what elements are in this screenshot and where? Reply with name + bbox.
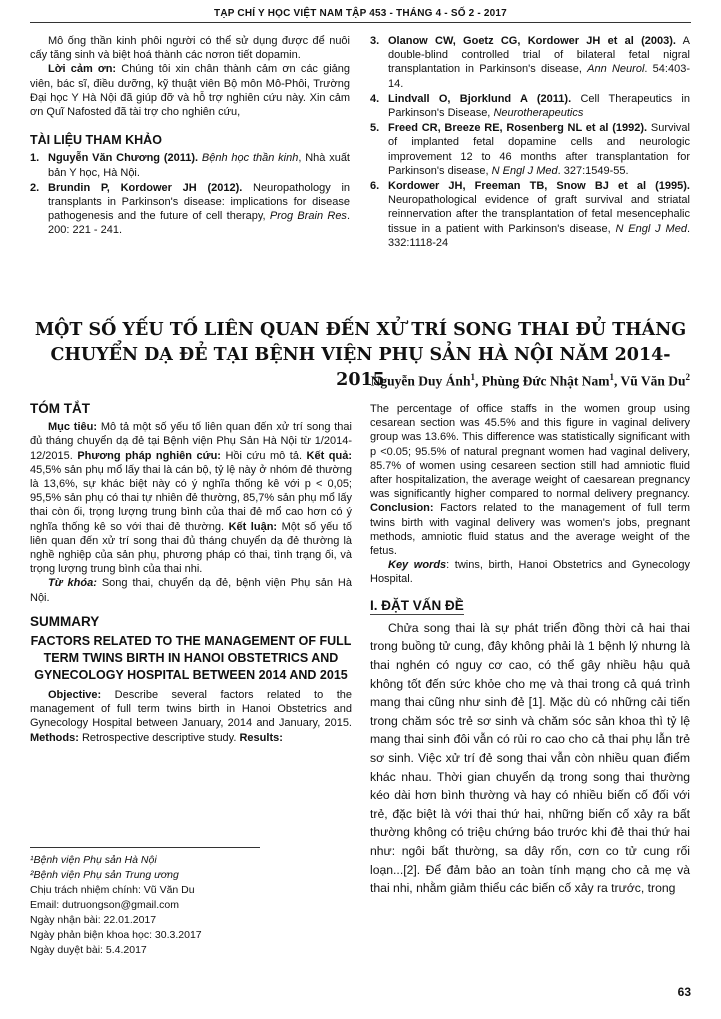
reference-tail: . 200: 221 - 241. (48, 210, 350, 237)
reference-journal: Neurotherapeutics (493, 107, 584, 120)
author-affiliation: 1 (470, 372, 475, 382)
reference-number: 5. (370, 122, 380, 135)
label: Objective: (48, 689, 102, 702)
reference-authors: Brundin P, Kordower JH (2012). (48, 181, 243, 194)
affiliation-2: ²Bệnh viện Phụ sản Trung ương (30, 869, 179, 881)
abstract-left-column (30, 402, 352, 745)
reference-number: 3. (370, 35, 380, 47)
summary-vi-keywords (30, 576, 352, 604)
author-separator: , (613, 373, 621, 389)
label: Methods: (30, 731, 79, 744)
author-separator: , (474, 373, 482, 389)
reference-journal: Bệnh học thần kinh (201, 152, 299, 165)
abstract-right-column (370, 402, 690, 898)
summary-en-title: FACTORS RELATED TO THE MANAGEMENT OF FULL TERM TWINS BIRTH IN HANOI OBSTETRICS AND GYNECOLOGY HOSPITAL BETWEEN 2014 AND 2015 (30, 634, 352, 683)
reference-item (370, 121, 690, 178)
label: Từ khóa: (48, 577, 97, 590)
intro-text: Chửa song thai là sự phát triển đồng thời cả hai thai trong buồng tử cung, đây không phải là 1 bệnh lý nhưng là thai nghén có nguy cơ cao, có thể gây nhiều hậu quả không tốt đến sức khỏe cho mẹ và thai trong cả quá trình mang thai cũng như sinh đẻ [1]. Mặc dù có những cải tiến trong chăm sóc trẻ sơ sinh và chăm sóc sản khoa thì tỷ lệ mang thai sinh đôi vẫn có rủi ro cao cho cả thai phụ lẫn trẻ sơ sinh. Việc xử trí đẻ song thai vẫn còn nhiều quan điểm khác nhau. Thời gian chuyển dạ trong song thai thường kéo dài hơn bình thường và hay có nhiều biến cố đối với trẻ, đặc biệt là với thai thứ hai, những biến cố xảy ra bất thường không có triệu chứng báo trước khi đẻ thai thứ hai như: ngôi bất thường, sa dây rốn, cơn co tử cung rối loạn...[2]. Để đảm bảo an toàn tính mạng cho cả mẹ và thai nhi, nhằm giảm thiểu các biến cố xảy ra trước, trong (370, 620, 690, 896)
summary-vi-body (30, 420, 352, 576)
author-affiliation: 2 (685, 372, 690, 382)
reference-text: Survival of implanted fetal dopamine cells and neurologic improvement 12 to 46 months after transplantation for Parkinson's disease, (388, 122, 690, 177)
affiliation-1: ¹Bệnh viện Phụ sản Hà Nội (30, 854, 157, 866)
reference-tail: . 332:1118-24 (388, 222, 690, 249)
acknowledgement-label: Lời cảm ơn: (48, 63, 117, 76)
reference-number: 4. (370, 92, 380, 105)
reference-item (370, 92, 690, 120)
label: Conclusion: (370, 502, 434, 515)
reference-tail: . 54:403-14. (388, 63, 690, 90)
responsible-author: Chịu trách nhiệm chính: Vũ Văn Du (30, 884, 195, 896)
text: Hồi cứu mô tả. (220, 449, 307, 462)
reference-journal: Ann Neurol (587, 63, 645, 76)
prev-article-right-column (370, 34, 690, 251)
text: Một số yếu tố liên quan đến xử trí song thai đủ tháng chuyển dạ đẻ thường là nghề nghiệp của sản phụ, phương pháp có thai, tình trạng ối, và trọng lượng trung bình của thai nhi. (30, 520, 352, 576)
summary-en-keywords (370, 558, 690, 586)
prev-article-conclusion: Mô ống thần kinh phôi người có thể sử dụng được để nuôi cấy tăng sinh và biệt hoá thành các nơron tiết dopamin. (30, 35, 350, 62)
text: The percentage of office staffs in the women group using cesarean section was 45.5% and this figure in vaginal delivery group was 13.6%. This difference was statistically significant with p <0.05; 95.5% of natural pregnant women had vaginal delivery, 85.7% of women using cesareen section still had amniotic fluid after hospitalization, the average weight of caesarean pregnancy was significantly higher compared to normal delivery pregnancy. (370, 403, 690, 501)
reference-number: 6. (370, 180, 380, 193)
reference-text: A double-blind controlled trial of bilateral fetal nigral transplantation in Parkinson's disease, (388, 35, 690, 76)
summary-vi-heading: TÓM TẮT (30, 401, 90, 416)
intro-heading: I. ĐẶT VẤN ĐỀ (370, 599, 464, 615)
article-authors (371, 372, 690, 390)
reference-number: 2. (30, 181, 40, 194)
reference-text: Cell Therapeutics in Parkinson's Disease, (388, 92, 690, 120)
reference-journal: N Engl J Med (615, 222, 687, 235)
author-name: Nguyễn Duy Ánh (370, 373, 471, 389)
text: Song thai, chuyển dạ đẻ, bệnh viện Phụ sản Hà Nội. (30, 577, 352, 604)
text: : twins, birth, Hanoi Obstetrics and Gynecology Hospital. (370, 559, 690, 586)
label: Mục tiêu: (48, 421, 98, 434)
label: Results: (239, 731, 283, 744)
author-name: Vũ Văn Du (620, 373, 686, 389)
text: Mô tả một số yếu tố liên quan đến xử trí song thai đủ tháng chuyển dạ đẻ tại Bệnh viện Phụ Sản Hà Nội từ 1/2014-12/2015. (30, 421, 352, 462)
article-title: MỘT SỐ YẾU TỐ LIÊN QUAN ĐẾN XỬ TRÍ SONG THAI ĐỦ THÁNG CHUYỂN DẠ ĐẺ TẠI BỆNH VIỆN PHỤ SẢN HÀ NỘI NĂM 2014-2015 (34, 320, 687, 390)
acknowledgement (30, 62, 350, 119)
reference-tail: , Nhà xuất bản Y học, Hà Nội. (48, 152, 350, 179)
reference-authors: Freed CR, Breeze RE, Rosenberg NL et al (1992). (388, 122, 648, 135)
author-name: Phùng Đức Nhật Nam (481, 373, 610, 389)
reference-authors: Lindvall O, Bjorklund A (2011). (388, 92, 572, 105)
reference-authors: Nguyễn Văn Chương (2011). (48, 152, 199, 165)
reference-text: Neuropathological evidence of graft survival and striatal reinnervation after the transplantation of fetal mesencephalic tissue in a patient with Parkinson's disease, (388, 194, 690, 235)
reference-item (370, 34, 690, 91)
reference-item (30, 181, 350, 238)
date-received: Ngày nhận bài: 22.01.2017 (30, 914, 157, 926)
text: Retrospective descriptive study. (78, 731, 240, 744)
author-affiliation: 1 (609, 372, 614, 382)
summary-en-results (370, 402, 690, 558)
page-number: 63 (677, 985, 691, 999)
reference-journal: N Engl J Med (491, 164, 558, 177)
contact-email: Email: dutruongson@gmail.com (30, 899, 179, 911)
reference-item (370, 179, 690, 250)
label: Key words (388, 559, 447, 572)
label: Phương pháp nghiên cứu: (77, 449, 221, 462)
prev-article-left-column (30, 34, 350, 239)
text: 45,5% sản phụ mổ lấy thai là cán bộ, tỷ lệ này ở nhóm đẻ thường là 13,6%, sự khác biệt này có ý nghĩa thống kê với p < 0,05; 95,5% sản phụ có thai tự nhiên đẻ thường, 85,7% sản phụ mổ lấy thai còn ối, trọng lượng trung bình của thai đẻ mổ cao hơn có ý nghĩa thống kê so với thai đẻ thường. (30, 463, 352, 533)
text: Factors related to the management of full term twins birth with vaginal delivery was women's jobs, pregnant methods, amniotic fluid status and the average weight of the fetus. (370, 502, 690, 558)
references-heading: TÀI LIỆU THAM KHẢO (30, 133, 162, 148)
acknowledgement-text: Chúng tôi xin chân thành cảm ơn các giảng viên, bác sĩ, điều dưỡng, kỹ thuật viên Bộ môn Mô-Phôi, Trường Đại học Y Hà Nội đã giúp đỡ và hỗ trợ nghiên cứu này. Xin cảm ơn Quĩ Nafosted đã tài trợ cho nghiên cứu, (30, 63, 350, 119)
text: Describe several factors related to the management of full term twins birth in Hanoi Obstetrics and Gynecology Hospital between January, 2014 and January, 2015. (30, 689, 352, 730)
label: Kết quả: (306, 449, 353, 462)
reference-text: Neuropathology in transplants in Parkinson's disease: implications for disease pathogenesis and the future of cell therapy, (48, 181, 351, 223)
reference-tail: . 327:1549-55. (557, 164, 629, 177)
journal-header: TẠP CHÍ Y HỌC VIỆT NAM TẬP 453 - THÁNG 4 - SỐ 2 - 2017 (30, 8, 691, 23)
reference-item (30, 151, 350, 179)
summary-en-heading: SUMMARY (30, 613, 100, 629)
reference-authors: Kordower JH, Freeman TB, Snow BJ et al (1995). (388, 180, 690, 193)
reference-authors: Olanow CW, Goetz CG, Kordower JH et al (2003). (388, 35, 676, 47)
date-accepted: Ngày duyệt bài: 5.4.2017 (30, 944, 147, 956)
reference-journal: Prog Brain Res (269, 210, 347, 223)
date-reviewed: Ngày phản biện khoa học: 30.3.2017 (30, 929, 202, 941)
label: Kết luận: (228, 520, 278, 533)
footnotes (30, 847, 260, 958)
reference-number: 1. (30, 152, 40, 165)
summary-en-body (30, 688, 352, 745)
